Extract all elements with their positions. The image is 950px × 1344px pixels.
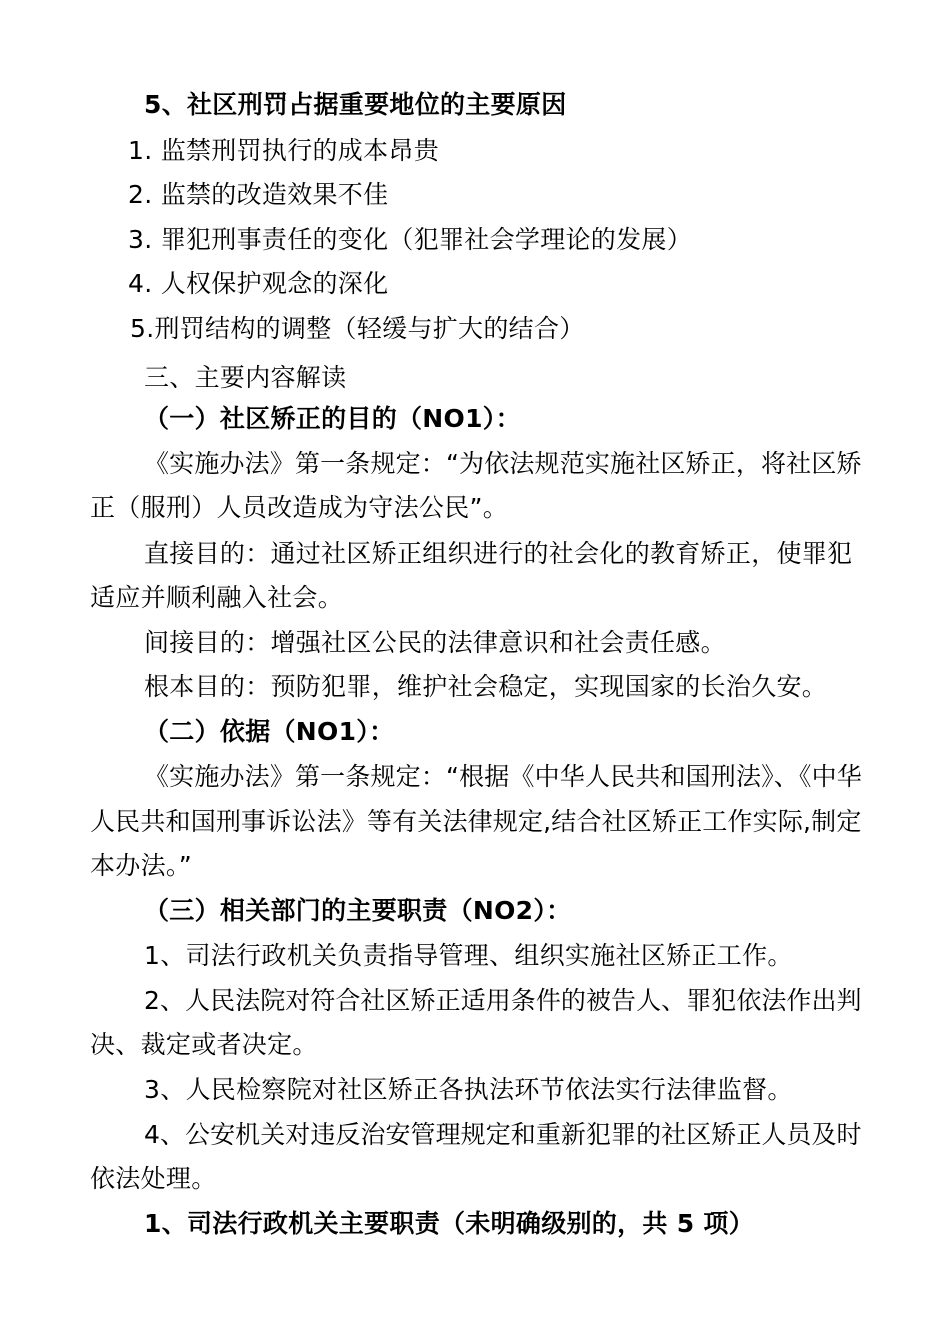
list-item-1: 1. 监禁刑罚执行的成本昂贵 (128, 136, 440, 165)
paragraph-line: 人民共和国刑事诉讼法》等有关法律规定,结合社区矫正工作实际,制定 (90, 807, 862, 836)
section-heading-5: 5、社区刑罚占据重要地位的主要原因 (144, 90, 567, 119)
paragraph-line: 适应并顺利融入社会。 (90, 583, 344, 612)
list-item-2: 2. 监禁的改造效果不佳 (128, 180, 389, 209)
paragraph-line: 根本目的：预防犯罪，维护社会稳定，实现国家的长治久安。 (144, 672, 828, 701)
paragraph-line: 正（服刑）人员改造成为守法公民”。 (90, 493, 509, 522)
paragraph-line: 《实施办法》第一条规定：“根据《中华人民共和国刑法》、《中华 (144, 762, 862, 791)
paragraph-line: 《实施办法》第一条规定：“为依法规范实施社区矫正，将社区矫 (144, 449, 862, 478)
subheading-duties: （三）相关部门的主要职责（NO2）： (144, 896, 572, 925)
paragraph-line: 1、司法行政机关负责指导管理、组织实施社区矫正工作。 (144, 941, 793, 970)
paragraph-line: 3、人民检察院对社区矫正各执法环节依法实行法律监督。 (144, 1075, 793, 1104)
list-item-4: 4. 人权保护观念的深化 (128, 269, 389, 298)
paragraph-line: 直接目的：通过社区矫正组织进行的社会化的教育矫正，使罪犯 (144, 539, 853, 568)
paragraph-line: 2、人民法院对符合社区矫正适用条件的被告人、罪犯依法作出判 (144, 986, 862, 1015)
subheading-judicial-duties: 1、司法行政机关主要职责（未明确级别的，共 5 项） (144, 1209, 754, 1238)
paragraph-line: 4、公安机关对违反治安管理规定和重新犯罪的社区矫正人员及时 (144, 1120, 862, 1149)
paragraph-line: 本办法。” (90, 851, 192, 880)
paragraph-line: 决、裁定或者决定。 (90, 1030, 318, 1059)
section-heading-3: 三、主要内容解读 (144, 363, 347, 392)
list-item-3: 3. 罪犯刑事责任的变化（犯罪社会学理论的发展） (128, 225, 693, 254)
paragraph-line: 依法处理。 (90, 1164, 217, 1193)
subheading-basis: （二）依据（NO1）： (144, 717, 395, 746)
paragraph-line: 间接目的：增强社区公民的法律意识和社会责任感。 (144, 628, 726, 657)
subheading-purpose: （一）社区矫正的目的（NO1）： (144, 404, 521, 433)
list-item-5: 5.刑罚结构的调整（轻缓与扩大的结合） (130, 314, 585, 343)
